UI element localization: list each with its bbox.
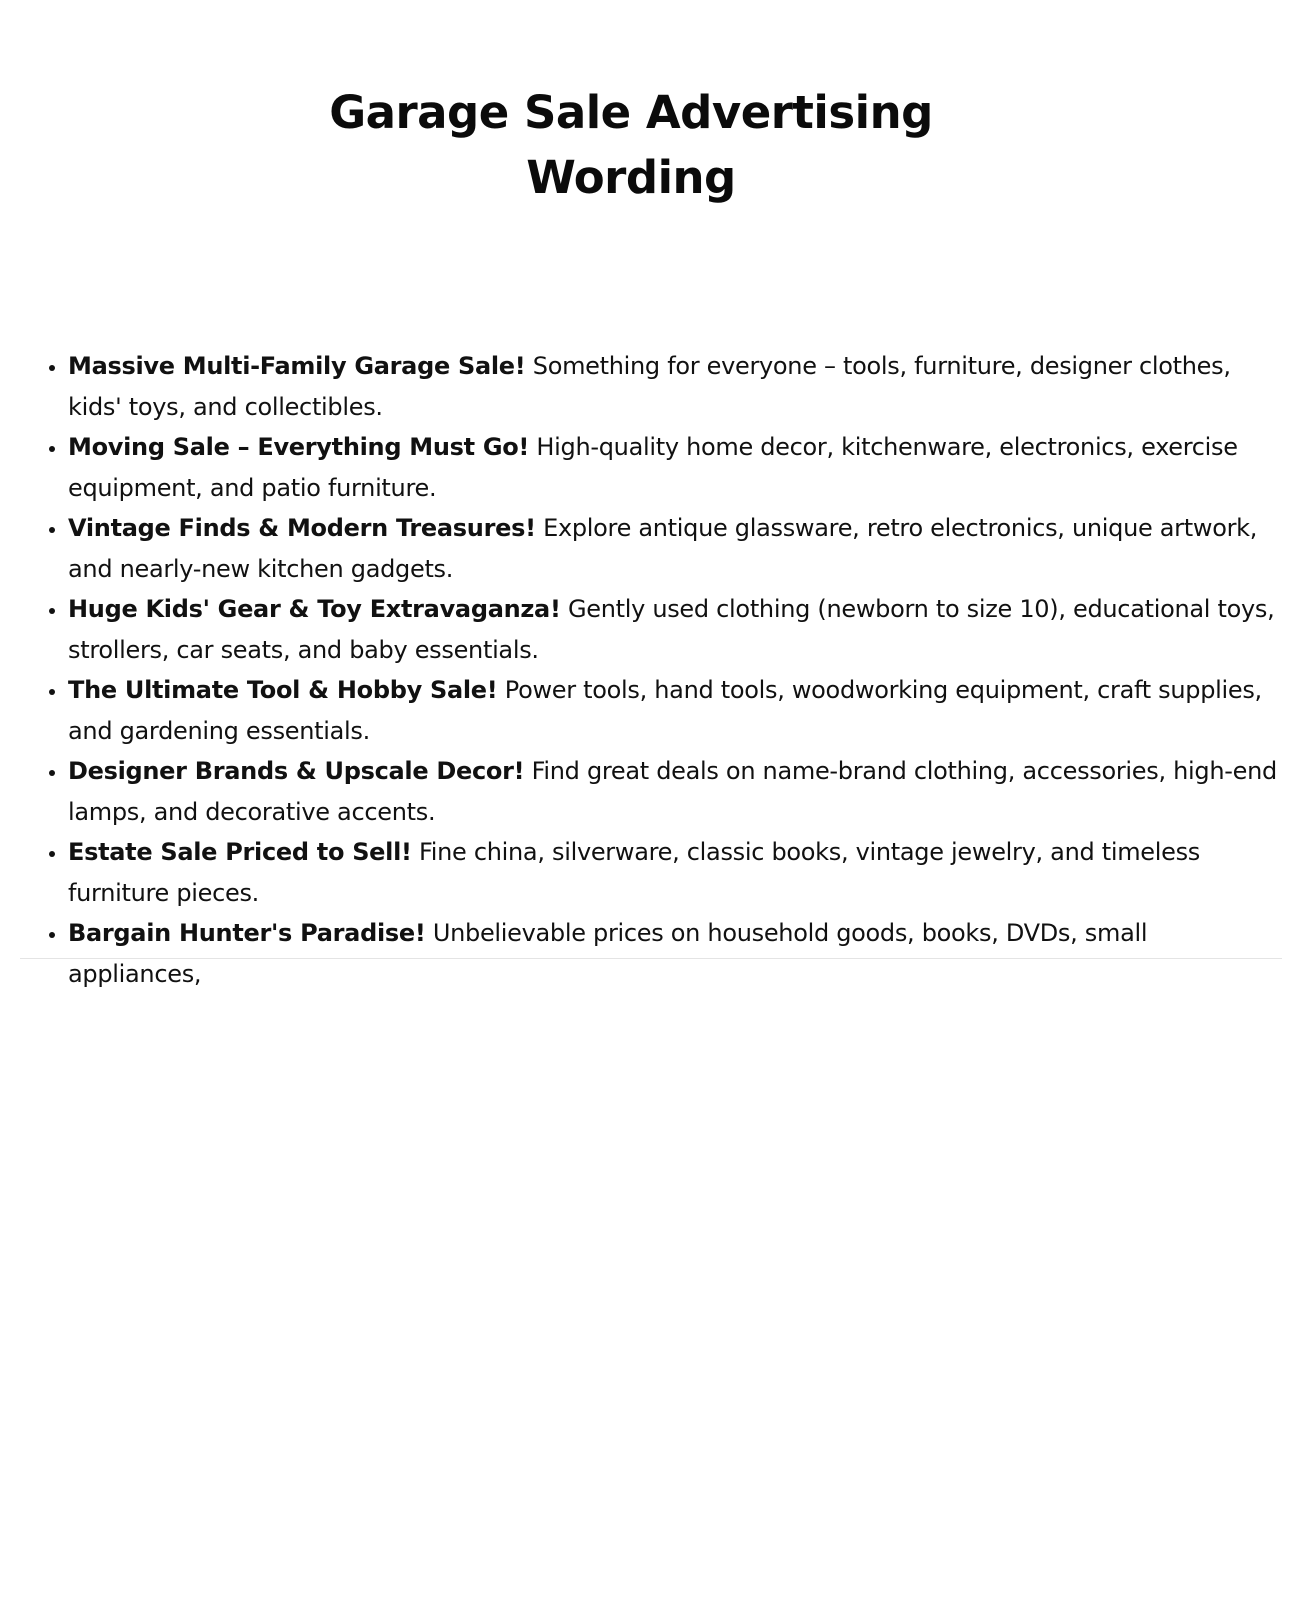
list-item	[68, 589, 1282, 670]
item-headline: Massive Multi-Family Garage Sale!	[68, 352, 526, 380]
item-headline: Moving Sale – Everything Must Go!	[68, 433, 530, 461]
list-item	[68, 832, 1282, 913]
ad-wording-list	[20, 346, 1282, 994]
item-text: Explore antique glassware, retro electronics, unique artwork, and nearly-new kitchen gadgets.	[68, 514, 1258, 583]
item-headline: The Ultimate Tool & Hobby Sale!	[68, 676, 498, 704]
list-item	[68, 670, 1282, 751]
ad-list-container	[20, 346, 1282, 988]
page-title	[0, 80, 1262, 210]
list-item	[68, 427, 1282, 508]
item-headline: Designer Brands & Upscale Decor!	[68, 757, 525, 785]
list-item	[68, 751, 1282, 832]
item-text: Gently used clothing (newborn to size 10), educational toys, strollers, car seats, and baby essentials.	[68, 595, 1275, 664]
page-title-line-2: Wording	[526, 151, 736, 204]
item-text: Fine china, silverware, classic books, vintage jewelry, and timeless furniture pieces.	[68, 838, 1201, 907]
item-text: Unbelievable prices on household goods, books, DVDs, small appliances,	[68, 919, 1148, 988]
item-headline: Bargain Hunter's Paradise!	[68, 919, 426, 947]
item-text: Something for everyone – tools, furniture, designer clothes, kids' toys, and collectibles.	[68, 352, 1231, 421]
item-text: Find great deals on name-brand clothing, accessories, high-end lamps, and decorative accents.	[68, 757, 1277, 826]
list-item	[68, 346, 1282, 427]
item-text: Power tools, hand tools, woodworking equipment, craft supplies, and gardening essentials.	[68, 676, 1262, 745]
item-headline: Huge Kids' Gear & Toy Extravaganza!	[68, 595, 561, 623]
list-item	[68, 913, 1282, 994]
page-title-line-1: Garage Sale Advertising	[329, 86, 933, 139]
list-item	[68, 508, 1282, 589]
item-headline: Vintage Finds & Modern Treasures!	[68, 514, 536, 542]
item-text: High-quality home decor, kitchenware, electronics, exercise equipment, and patio furniture.	[68, 433, 1238, 502]
item-headline: Estate Sale Priced to Sell!	[68, 838, 412, 866]
